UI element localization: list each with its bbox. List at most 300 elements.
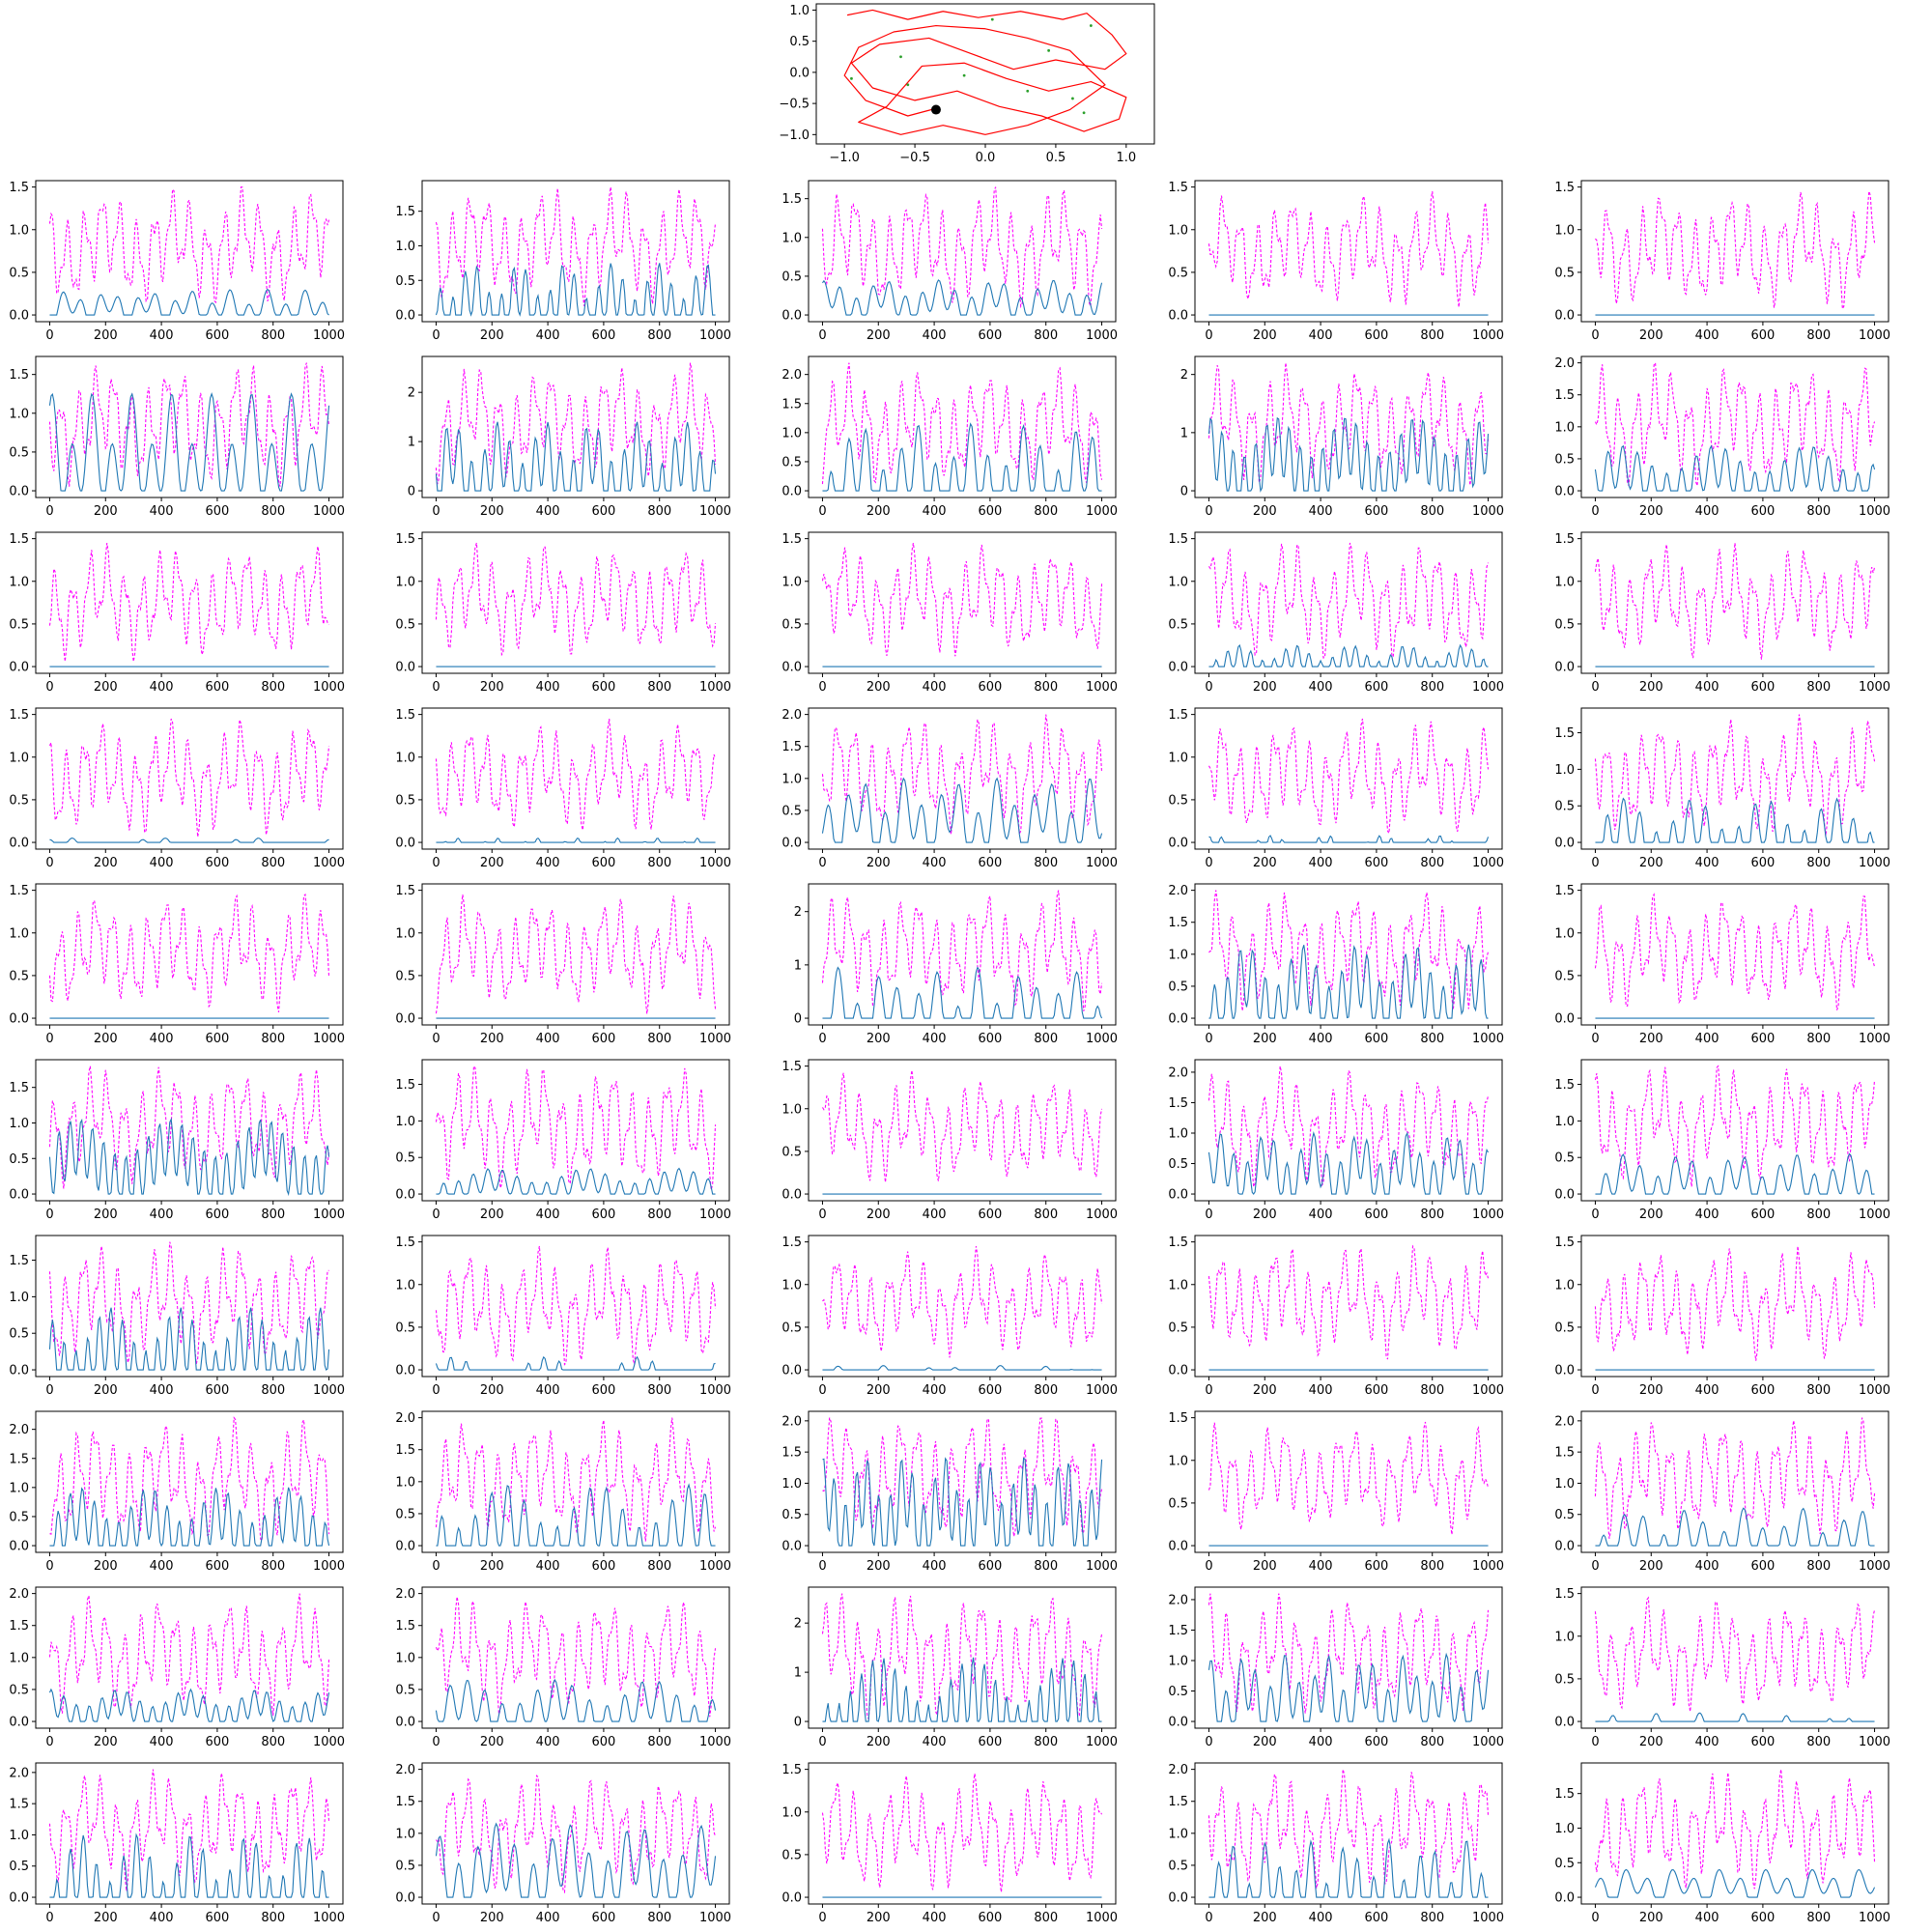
x-tick-label: 200 — [866, 680, 891, 695]
x-tick-label: 1000 — [698, 504, 732, 519]
x-tick-label: 600 — [978, 680, 1003, 695]
x-tick-label: 400 — [1694, 504, 1719, 519]
x-tick-label: 1000 — [1471, 1911, 1505, 1925]
y-tick-label: 0.5 — [395, 1859, 415, 1874]
x-tick-label: 0 — [45, 1208, 54, 1222]
x-tick-label: 0 — [818, 1911, 827, 1925]
y-tick-label: 0.0 — [781, 660, 802, 675]
x-tick-label: 800 — [1420, 1735, 1445, 1749]
subplot-axes-frame — [1195, 356, 1502, 497]
subplot-panel — [395, 1763, 731, 1925]
x-tick-label: 1000 — [1085, 1032, 1119, 1046]
y-tick-label: 0 — [1179, 484, 1188, 499]
y-tick-label: 1.5 — [9, 368, 29, 384]
subplot-panel — [1168, 1411, 1504, 1574]
x-tick-label: 400 — [1308, 1208, 1333, 1222]
x-tick-label: 200 — [1638, 1559, 1663, 1574]
x-tick-label: 400 — [535, 1911, 560, 1925]
y-tick-label: 0.0 — [395, 1187, 415, 1203]
x-tick-label: 800 — [1034, 328, 1059, 343]
y-tick-label: 1.5 — [781, 1236, 802, 1251]
x-tick-label: 200 — [866, 1208, 891, 1222]
x-tick-label: 600 — [978, 1208, 1003, 1222]
x-tick-label: 800 — [1806, 680, 1832, 695]
x-tick-label: 0 — [432, 680, 440, 695]
x-tick-label: 600 — [591, 856, 616, 870]
y-tick-label: 0.5 — [1554, 799, 1575, 814]
y-tick-label: 2.0 — [9, 1587, 29, 1603]
x-tick-label: 800 — [1034, 1911, 1059, 1925]
x-tick-label: 400 — [1694, 1735, 1719, 1749]
x-tick-label: 1000 — [1858, 1383, 1891, 1398]
y-tick-label: 1.5 — [1168, 1795, 1188, 1810]
subplot-panel — [1168, 1236, 1504, 1398]
y-tick-label: 1.0 — [9, 1481, 29, 1496]
x-tick-label: 0 — [818, 1208, 827, 1222]
y-tick-label: 1.5 — [1554, 181, 1575, 196]
x-tick-label: 600 — [1750, 1032, 1776, 1046]
target-point — [1090, 24, 1093, 27]
subplot-panel — [781, 708, 1118, 870]
x-tick-label: 800 — [647, 1032, 672, 1046]
target-point — [1026, 90, 1029, 93]
target-point — [963, 74, 966, 77]
y-tick-label: 1.5 — [395, 1795, 415, 1810]
x-tick-label: 800 — [1806, 1735, 1832, 1749]
x-tick-label: 1000 — [1471, 680, 1505, 695]
x-tick-label: 600 — [1364, 856, 1389, 870]
subplot-panel — [781, 532, 1118, 695]
x-tick-label: 200 — [1252, 856, 1277, 870]
x-tick-label: 800 — [1806, 1208, 1832, 1222]
x-tick-label: 600 — [205, 1208, 230, 1222]
y-tick-label: 1.5 — [9, 884, 29, 899]
x-tick-label: 0 — [432, 1383, 440, 1398]
y-tick-label: 1.0 — [1168, 1454, 1188, 1469]
x-tick-label: 1000 — [698, 1735, 732, 1749]
x-tick-label: 1000 — [1085, 1559, 1119, 1574]
y-tick-label: 0.0 — [1554, 1890, 1575, 1906]
y-tick-label: 0.5 — [1168, 793, 1188, 809]
x-tick-label: 600 — [205, 1032, 230, 1046]
subplot-axes-frame — [809, 1763, 1116, 1904]
y-tick-label: 2.0 — [781, 1414, 802, 1430]
y-tick-label: 1.5 — [395, 884, 415, 899]
target-point — [899, 55, 902, 58]
y-tick-label: 0 — [407, 484, 415, 499]
x-tick-label: 200 — [479, 328, 504, 343]
x-tick-label: 0 — [1591, 1383, 1600, 1398]
x-tick-label: 800 — [1034, 1559, 1059, 1574]
x-tick-label: 1000 — [1858, 680, 1891, 695]
x-tick-label: 400 — [535, 504, 560, 519]
x-tick-label: 1000 — [1471, 1208, 1505, 1222]
subplot-panel — [1554, 1587, 1890, 1749]
x-tick-label: 0 — [818, 1735, 827, 1749]
x-tick-label: 800 — [1420, 1383, 1445, 1398]
x-tick-label: 600 — [591, 504, 616, 519]
x-tick-label: 800 — [647, 856, 672, 870]
subplot-axes-frame — [422, 1587, 729, 1728]
target-point — [1071, 98, 1074, 100]
subplot-panel — [1168, 1060, 1504, 1222]
x-tick-label: 800 — [261, 1208, 286, 1222]
x-tick-label: 800 — [1420, 680, 1445, 695]
x-tick-label: 400 — [1308, 1559, 1333, 1574]
x-tick-label: 0 — [1205, 1032, 1213, 1046]
subplot-panel — [781, 356, 1118, 519]
x-tick-label: 400 — [1694, 856, 1719, 870]
x-tick-label: 200 — [866, 1032, 891, 1046]
x-tick-label: 0 — [432, 1911, 440, 1925]
y-tick-label: 1.5 — [1168, 1411, 1188, 1427]
subplot-panel — [395, 532, 731, 695]
x-tick-label: 600 — [978, 1559, 1003, 1574]
x-tick-label: 1000 — [1858, 856, 1891, 870]
subplot-axes-frame — [809, 1060, 1116, 1201]
subplot-panel — [1168, 532, 1504, 695]
subplot-axes-frame — [1581, 884, 1889, 1025]
x-tick-label: 800 — [261, 1735, 286, 1749]
x-tick-label: 400 — [1308, 1911, 1333, 1925]
subplot-panel — [1168, 1763, 1504, 1925]
y-tick-label: 0.5 — [781, 270, 802, 285]
y-tick-label: 1.0 — [1554, 1630, 1575, 1645]
x-tick-label: 200 — [1252, 680, 1277, 695]
y-tick-label: 0.5 — [1554, 1856, 1575, 1871]
y-tick-label: 1 — [1179, 426, 1188, 441]
x-tick-label: 600 — [978, 1383, 1003, 1398]
x-tick-label: 1000 — [312, 680, 346, 695]
x-tick-label: 0 — [818, 328, 827, 343]
y-tick-label: 0.5 — [9, 266, 29, 281]
subplot-panel — [1180, 356, 1504, 519]
x-tick-label: 1000 — [1085, 1911, 1119, 1925]
y-tick-label: 0.0 — [1554, 1363, 1575, 1378]
x-tick-label: 600 — [978, 328, 1003, 343]
subplot-axes-frame — [422, 1236, 729, 1377]
x-tick-label: 800 — [1806, 504, 1832, 519]
y-tick-label: 0 — [793, 1011, 802, 1027]
x-tick-label: 400 — [922, 1383, 947, 1398]
x-tick-label: 400 — [1308, 680, 1333, 695]
y-tick-label: 0.0 — [781, 836, 802, 851]
x-tick-label: 600 — [1364, 1911, 1389, 1925]
x-tick-label: 800 — [647, 328, 672, 343]
target-point — [850, 77, 853, 80]
x-tick-label: 1000 — [698, 680, 732, 695]
x-tick-label: 1000 — [1858, 504, 1891, 519]
x-tick-label: 1000 — [1858, 1208, 1891, 1222]
y-tick-label: 0.5 — [1554, 969, 1575, 984]
y-tick-label: 0.5 — [1168, 1321, 1188, 1336]
x-tick-label: 1000 — [312, 1383, 346, 1398]
y-tick-label: 1.5 — [1168, 708, 1188, 724]
target-point — [906, 83, 909, 86]
y-tick-label: 0.0 — [1168, 1890, 1188, 1906]
subplot-panel — [395, 181, 731, 343]
y-tick-label: 1.5 — [1554, 1787, 1575, 1803]
x-tick-label: 0 — [45, 1383, 54, 1398]
subplot-axes-frame — [1195, 1236, 1502, 1377]
x-tick-label: 1000 — [1085, 856, 1119, 870]
subplot-panel — [395, 1236, 731, 1398]
x-tick-label: 600 — [1364, 1559, 1389, 1574]
x-tick-label: 1.0 — [1116, 151, 1137, 165]
x-tick-label: 1000 — [1858, 1735, 1891, 1749]
x-tick-label: 0 — [1591, 1032, 1600, 1046]
y-tick-label: 1.0 — [1168, 751, 1188, 766]
x-tick-label: 200 — [1252, 1383, 1277, 1398]
y-tick-label: 1.5 — [781, 740, 802, 755]
x-tick-label: 200 — [1638, 1735, 1663, 1749]
y-tick-label: 0.0 — [395, 308, 415, 324]
y-tick-label: 0.0 — [781, 1890, 802, 1906]
y-tick-label: 0.5 — [1168, 980, 1188, 995]
x-tick-label: 400 — [922, 1735, 947, 1749]
x-tick-label: 800 — [647, 1911, 672, 1925]
x-tick-label: 0 — [1205, 504, 1213, 519]
x-tick-label: 1000 — [698, 1208, 732, 1222]
y-tick-label: 1.5 — [1554, 884, 1575, 899]
x-tick-label: 1000 — [1858, 328, 1891, 343]
y-tick-label: 0.0 — [781, 1363, 802, 1378]
x-tick-label: 1000 — [1085, 504, 1119, 519]
y-tick-label: 0.0 — [395, 1715, 415, 1730]
x-tick-label: 200 — [1638, 328, 1663, 343]
y-tick-label: 1.5 — [9, 1452, 29, 1467]
y-tick-label: 1.0 — [395, 239, 415, 254]
y-tick-label: 2.0 — [1168, 884, 1188, 899]
x-tick-label: 400 — [535, 1208, 560, 1222]
y-tick-label: 2.0 — [395, 1763, 415, 1778]
y-tick-label: 0.5 — [789, 35, 810, 50]
y-tick-label: 1.5 — [1168, 1623, 1188, 1638]
y-tick-label: 1.5 — [1168, 1095, 1188, 1111]
x-tick-label: 600 — [1750, 1383, 1776, 1398]
x-tick-label: 800 — [1034, 1383, 1059, 1398]
x-tick-label: 1000 — [312, 504, 346, 519]
x-tick-label: 0 — [818, 1383, 827, 1398]
y-tick-label: 0.5 — [1168, 1859, 1188, 1874]
x-tick-label: 0 — [432, 856, 440, 870]
y-tick-label: 0 — [793, 1715, 802, 1730]
x-tick-label: 400 — [1694, 1383, 1719, 1398]
y-tick-label: 0.0 — [1554, 836, 1575, 851]
subplot-panel — [9, 1411, 345, 1574]
y-tick-label: 0.0 — [1554, 484, 1575, 499]
x-tick-label: 400 — [922, 1559, 947, 1574]
x-tick-label: 600 — [205, 328, 230, 343]
x-tick-label: 0 — [1591, 1735, 1600, 1749]
x-tick-label: 0 — [45, 856, 54, 870]
agent-marker — [931, 105, 941, 115]
y-tick-label: 1.5 — [1554, 532, 1575, 548]
target-point — [1047, 49, 1050, 52]
subplot-panel — [9, 181, 345, 343]
y-tick-label: 0.5 — [781, 455, 802, 470]
y-tick-label: 0.5 — [395, 617, 415, 633]
x-tick-label: 800 — [1420, 328, 1445, 343]
subplot-panel — [395, 1060, 731, 1222]
x-tick-label: 0 — [45, 504, 54, 519]
x-tick-label: 200 — [1638, 1032, 1663, 1046]
y-tick-label: 0.0 — [9, 836, 29, 851]
y-tick-label: 0.5 — [395, 273, 415, 289]
subplot-axes-frame — [422, 708, 729, 849]
subplot-panel — [1554, 356, 1890, 519]
x-tick-label: 800 — [261, 680, 286, 695]
y-tick-label: 1.0 — [9, 1828, 29, 1843]
x-tick-label: 1000 — [1858, 1559, 1891, 1574]
x-tick-label: 400 — [1694, 1911, 1719, 1925]
x-tick-label: 400 — [535, 680, 560, 695]
y-tick-label: 1.5 — [395, 1078, 415, 1094]
x-tick-label: 0 — [1205, 328, 1213, 343]
x-tick-label: 1000 — [312, 1911, 346, 1925]
y-tick-label: 1.5 — [781, 1445, 802, 1461]
y-tick-label: 1.5 — [781, 1060, 802, 1075]
x-tick-label: 800 — [261, 1032, 286, 1046]
y-tick-label: 2.0 — [781, 708, 802, 724]
y-tick-label: 1.0 — [1168, 1126, 1188, 1142]
x-tick-label: 200 — [866, 1911, 891, 1925]
y-tick-label: 1.0 — [781, 1805, 802, 1821]
x-tick-label: 0 — [432, 1559, 440, 1574]
x-tick-label: 600 — [591, 1032, 616, 1046]
x-tick-label: 200 — [479, 1032, 504, 1046]
y-tick-label: 0.0 — [1168, 1539, 1188, 1554]
subplot-panel — [1554, 1236, 1890, 1398]
subplot-axes-frame — [1195, 181, 1502, 322]
x-tick-label: 400 — [149, 1032, 174, 1046]
x-tick-label: 400 — [535, 1032, 560, 1046]
x-tick-label: 400 — [149, 328, 174, 343]
x-tick-label: 600 — [1364, 1735, 1389, 1749]
y-tick-label: 0.0 — [395, 836, 415, 851]
subplot-panel — [1554, 1763, 1890, 1925]
y-tick-label: 0.0 — [1554, 1187, 1575, 1203]
y-tick-label: −1.0 — [779, 128, 810, 143]
x-tick-label: 0 — [432, 1208, 440, 1222]
subplot-panel — [781, 1763, 1118, 1925]
x-tick-label: 200 — [1252, 1735, 1277, 1749]
y-tick-label: 2.0 — [9, 1423, 29, 1438]
y-tick-label: 1.5 — [395, 1443, 415, 1459]
x-tick-label: 600 — [1750, 1208, 1776, 1222]
x-tick-label: 1000 — [1858, 1032, 1891, 1046]
x-tick-label: 800 — [261, 1911, 286, 1925]
x-tick-label: 600 — [1364, 1383, 1389, 1398]
x-tick-label: 600 — [1750, 1559, 1776, 1574]
subplot-axes-frame — [36, 1763, 343, 1904]
target-point — [1083, 111, 1086, 114]
x-tick-label: 600 — [1364, 1208, 1389, 1222]
y-tick-label: 0.0 — [395, 1890, 415, 1906]
y-tick-label: 2 — [793, 905, 802, 921]
x-tick-label: 800 — [1034, 680, 1059, 695]
x-tick-label: 400 — [149, 504, 174, 519]
subplot-panel — [9, 532, 345, 695]
x-tick-label: 600 — [591, 328, 616, 343]
x-tick-label: 800 — [647, 680, 672, 695]
x-tick-label: 200 — [479, 1911, 504, 1925]
x-tick-label: 0 — [45, 680, 54, 695]
y-tick-label: 0.0 — [9, 1011, 29, 1027]
x-tick-label: 200 — [93, 1559, 118, 1574]
x-tick-label: 800 — [647, 504, 672, 519]
y-tick-label: 1.0 — [395, 1827, 415, 1842]
x-tick-label: 200 — [1252, 504, 1277, 519]
x-tick-label: 1000 — [698, 1911, 732, 1925]
x-tick-label: 400 — [535, 1559, 560, 1574]
x-tick-label: 0 — [45, 328, 54, 343]
y-tick-label: 1.0 — [1168, 1654, 1188, 1669]
y-tick-label: 1.0 — [395, 751, 415, 766]
x-tick-label: 0 — [1591, 1559, 1600, 1574]
y-tick-label: 0.0 — [9, 308, 29, 324]
x-tick-label: 400 — [922, 1911, 947, 1925]
subplot-panel — [1554, 532, 1890, 695]
x-tick-label: 800 — [1806, 1559, 1832, 1574]
y-tick-label: 1.5 — [781, 397, 802, 412]
y-tick-label: 2.0 — [1168, 1065, 1188, 1081]
x-tick-label: 800 — [1806, 328, 1832, 343]
subplot-panel — [1554, 1060, 1890, 1222]
subplot-axes-frame — [422, 532, 729, 673]
y-tick-label: 0.0 — [1554, 1715, 1575, 1730]
x-tick-label: 600 — [1364, 680, 1389, 695]
y-tick-label: 0.5 — [9, 617, 29, 633]
x-tick-label: 200 — [93, 1032, 118, 1046]
x-tick-label: 1000 — [1858, 1911, 1891, 1925]
x-tick-label: 0 — [1205, 1208, 1213, 1222]
y-tick-label: 0.0 — [9, 660, 29, 675]
x-tick-label: 200 — [479, 680, 504, 695]
x-tick-label: 400 — [922, 856, 947, 870]
subplot-axes-frame — [1581, 1236, 1889, 1377]
y-tick-label: 1.0 — [395, 926, 415, 942]
x-tick-label: −1.0 — [829, 151, 860, 165]
x-tick-label: 200 — [93, 504, 118, 519]
x-tick-label: 400 — [922, 1208, 947, 1222]
x-tick-label: 1000 — [1471, 1735, 1505, 1749]
subplot-panel — [395, 708, 731, 870]
subplot-panel — [9, 1763, 345, 1925]
x-tick-label: 1000 — [1471, 1383, 1505, 1398]
y-tick-label: 0.5 — [9, 1510, 29, 1525]
y-tick-label: 1.0 — [9, 1290, 29, 1305]
x-tick-label: 200 — [1638, 1911, 1663, 1925]
x-tick-label: 1000 — [698, 1559, 732, 1574]
y-tick-label: 0.0 — [1168, 1187, 1188, 1203]
x-tick-label: 800 — [261, 328, 286, 343]
y-tick-label: 2.0 — [1554, 356, 1575, 372]
x-tick-label: 200 — [479, 504, 504, 519]
y-tick-label: 1.0 — [1168, 223, 1188, 239]
x-tick-label: 200 — [93, 680, 118, 695]
subplot-axes-frame — [809, 1236, 1116, 1377]
x-tick-label: 800 — [647, 1208, 672, 1222]
x-tick-label: 600 — [591, 1559, 616, 1574]
x-tick-label: 600 — [591, 1383, 616, 1398]
x-tick-label: 1000 — [312, 328, 346, 343]
x-tick-label: 200 — [866, 504, 891, 519]
subplot-panel — [1554, 708, 1890, 870]
x-tick-label: 0 — [1205, 1383, 1213, 1398]
subplot-panel — [1168, 1587, 1504, 1749]
x-tick-label: 800 — [1420, 1559, 1445, 1574]
